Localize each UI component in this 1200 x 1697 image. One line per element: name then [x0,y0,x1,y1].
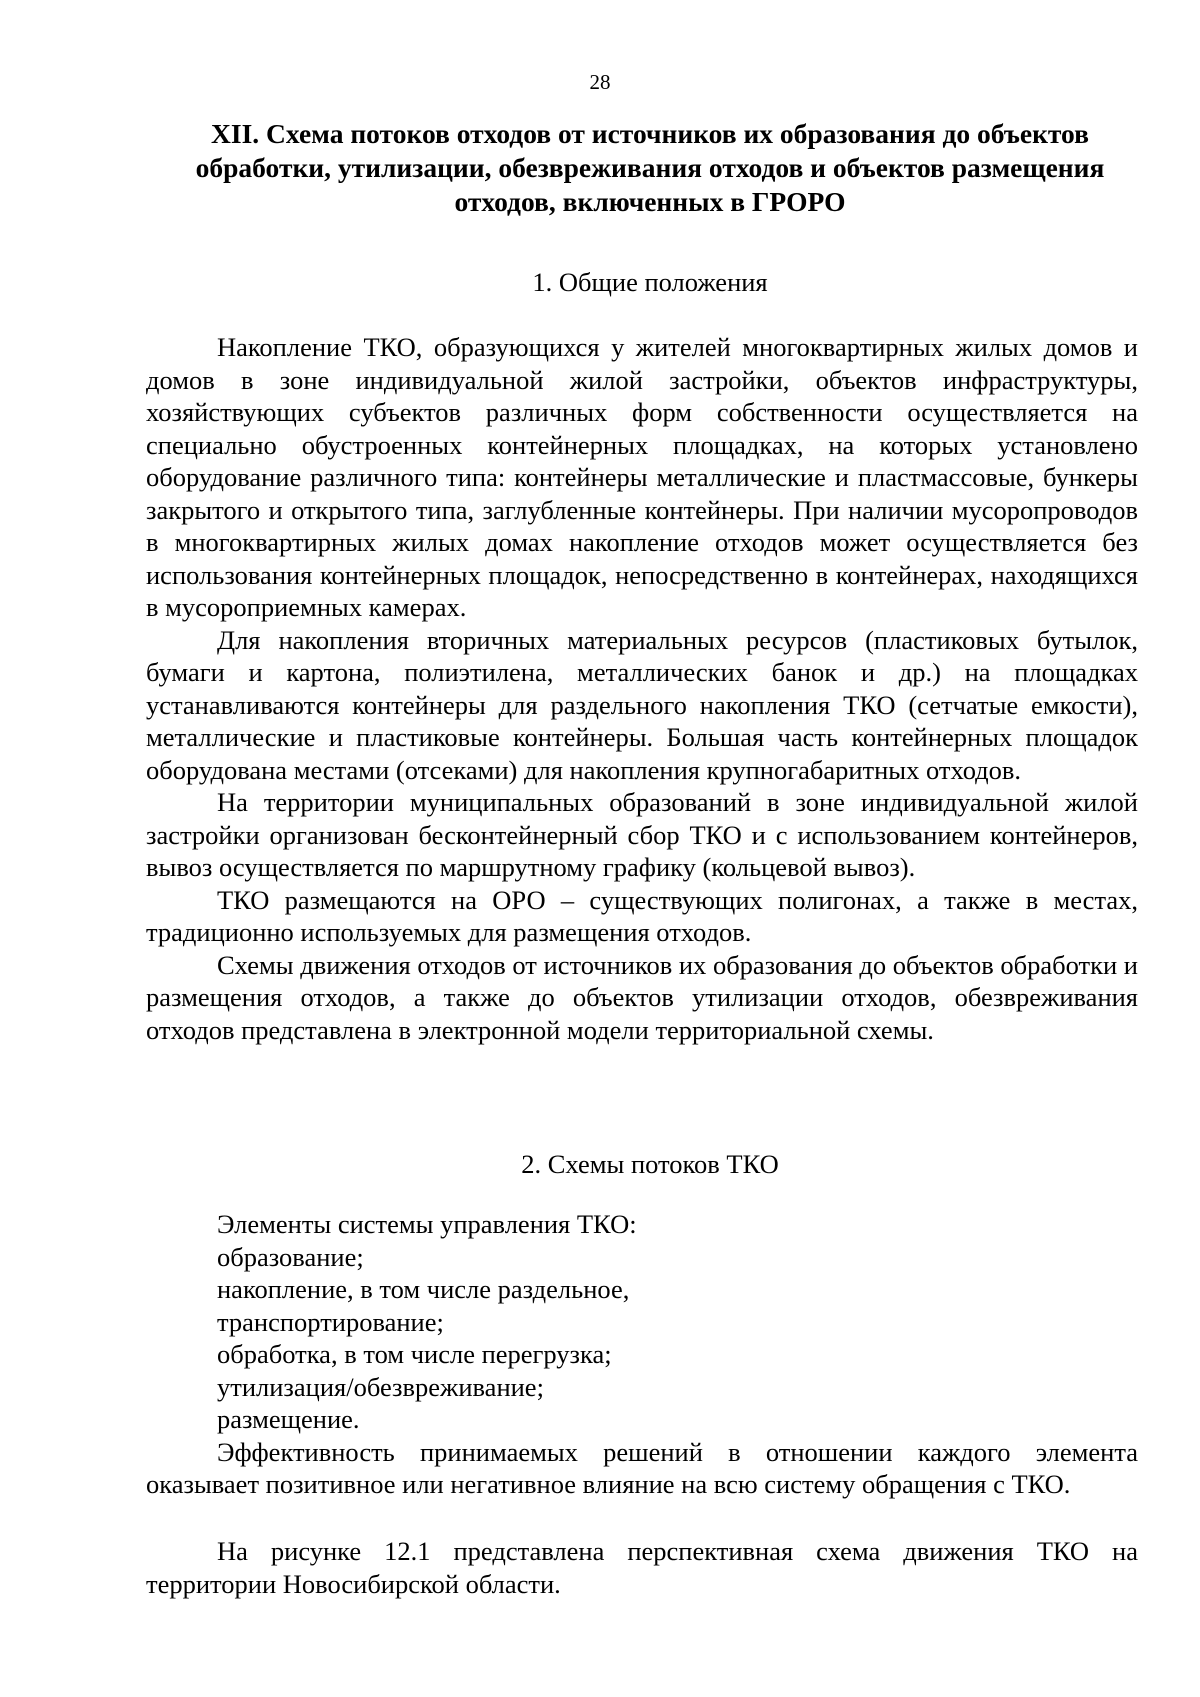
list-intro: Элементы системы управления ТКО: [217,1209,637,1239]
paragraph: Схемы движения отходов от источников их образования до объектов обработки и размещения отходов, а также до объектов утилизации отходов, обезвреживания отходов представлена в электронной модели территориальной схемы. [146,949,1138,1045]
section-heading-general: 1. Общие положения [532,267,768,297]
paragraph: Эффективность принимаемых решений в отношении каждого элемента оказывает позитивное или негативное влияние на всю систему обращения с ТКО. [146,1436,1138,1499]
section-flows-body [146,1208,1138,1501]
list-item: накопление, в том числе раздельное, [217,1274,630,1304]
list-item: утилизация/обезвреживание; [217,1371,544,1402]
paragraph: Накопление ТКО, образующихся у жителей многоквартирных жилых домов и домов в зоне индивидуальной жилой застройки, объектов инфраструктуры, хозяйствующих субъектов различных форм собственности осуществляется на специально обустроенных контейнерных площадках, на которых установлено оборудование различного типа: контейнеры металлические и пластмассовые, бункеры закрытого и открытого типа, заглубленные контейнеры. При наличии мусоропроводов в многоквартирных жилых домах накопление отходов может осуществляется без использования контейнерных площадок, непосредственно в контейнерах, находящихся в мусороприемных камерах. [146,332,1138,622]
paragraph: На территории муниципальных образований в зоне индивидуальной жилой застройки организован бесконтейнерный сбор ТКО и с использованием контейнеров, вывоз осуществляется по маршрутному графику (кольцевой вывоз). [146,787,1138,882]
section-general-body [146,331,1138,1046]
list-item: обработка, в том числе перегрузка; [217,1339,612,1369]
paragraph: ТКО размещаются на ОРО – существующих полигонах, а также в местах, традиционно используемых для размещения отходов. [146,884,1138,947]
list-item: транспортирование; [217,1306,444,1337]
figure-reference-paragraph: На рисунке 12.1 представлена перспективная схема движения ТКО на территории Новосибирской области. [146,1536,1138,1599]
section-heading-flows: 2. Схемы потоков ТКО [521,1149,779,1179]
list-item: образование; [217,1241,364,1272]
paragraph: Для накопления вторичных материальных ресурсов (пластиковых бутылок, бумаги и картона, полиэтилена, металлических банок и др.) на площадках устанавливаются контейнеры для раздельного накопления ТКО (сетчатые емкости), металлические и пластиковые контейнеры. Большая часть контейнерных площадок оборудована местами (отсеками) для накопления крупногабаритных отходов. [146,624,1138,785]
list-item: размещение. [217,1404,360,1434]
figure-reference-block [146,1535,1138,1600]
chapter-title: XII. Схема потоков отходов от источников их образования до объектов обработки, утилизации, обезвреживания отходов и объектов размещения отходов, включенных в ГРОРО [195,118,1105,217]
page-number: 28 [589,70,611,94]
